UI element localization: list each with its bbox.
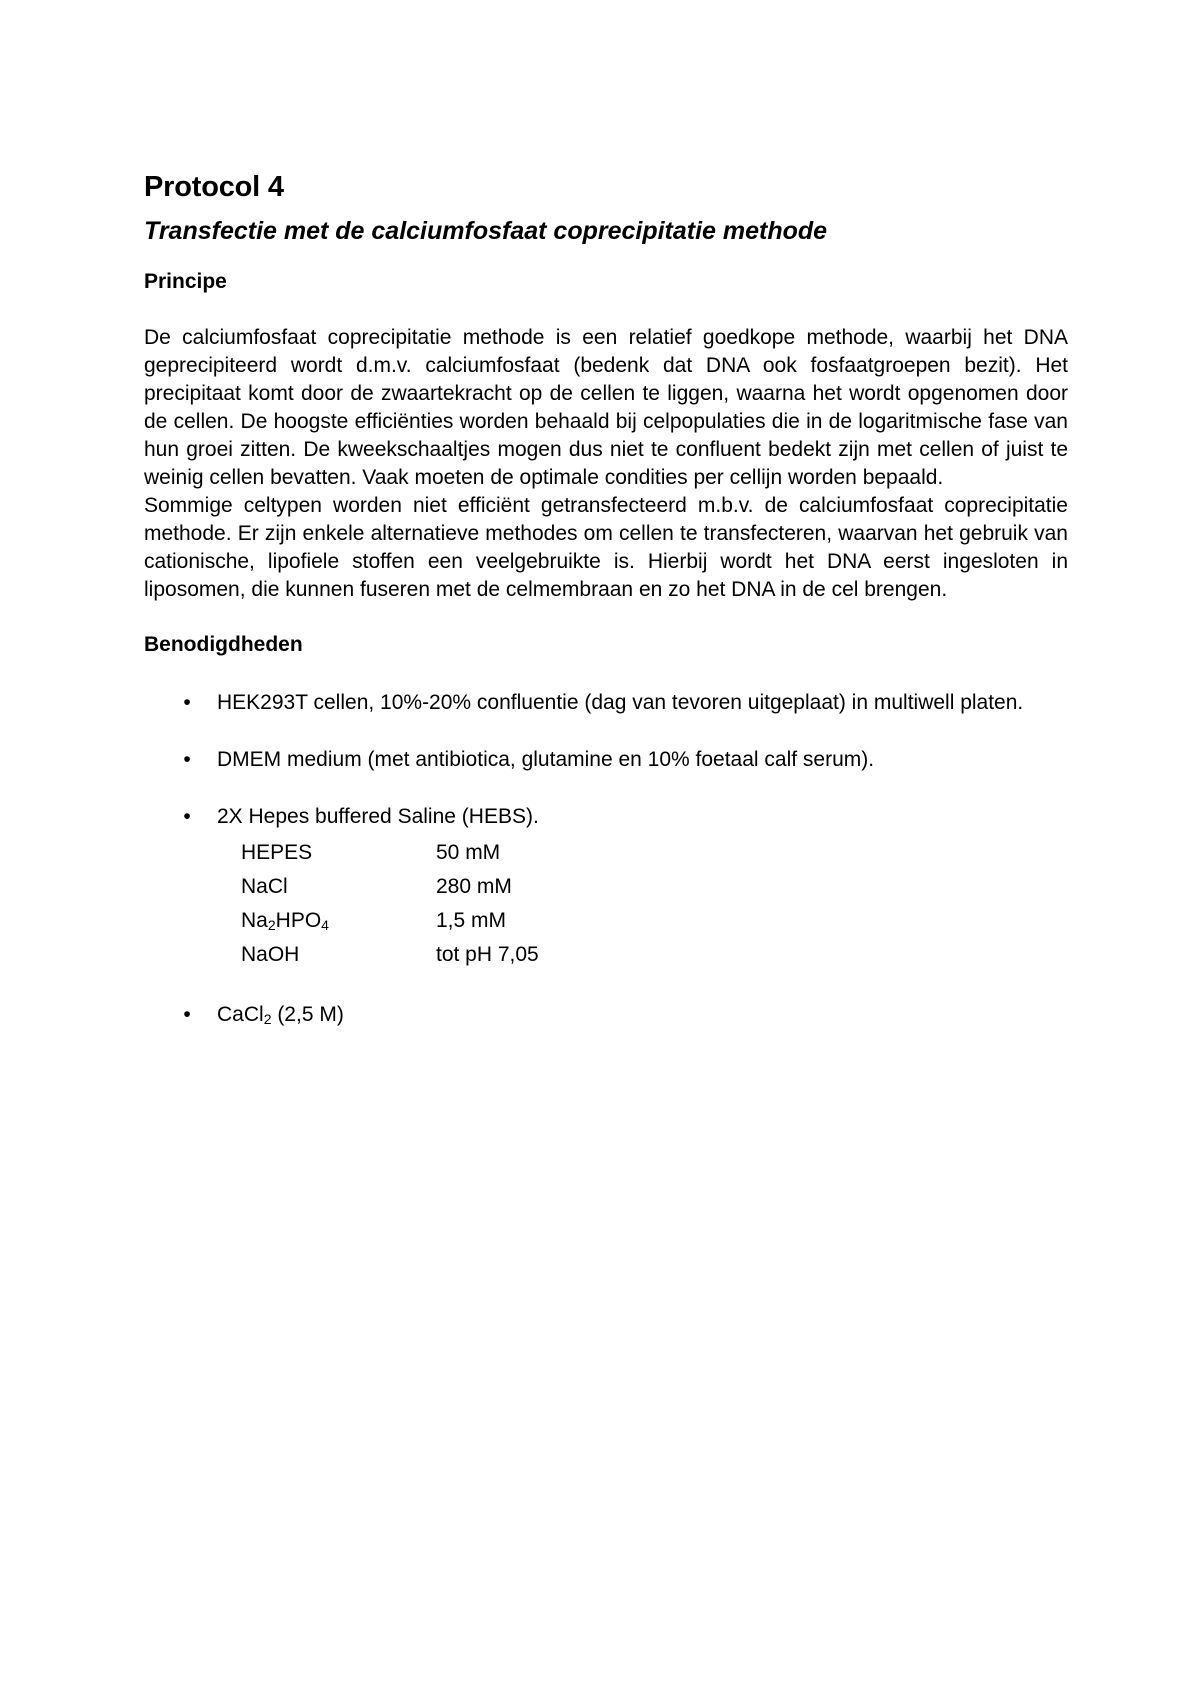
- table-row: [217, 938, 539, 972]
- document-title: Protocol 4: [144, 171, 284, 203]
- formula-part: CaCl: [217, 1003, 264, 1026]
- component-value: 50 mM: [436, 841, 501, 864]
- table-row: [217, 904, 539, 938]
- formula-subscript: 4: [321, 917, 329, 933]
- principe-paragraph-1: De calciumfosfaat coprecipitatie methode is een relatief goedkope methode, waarbij het DNA geprecipiteerd wordt d.m.v. calciumfosfaat (bedenk dat DNA ook fosfaatgroepen bezit). Het precipitaat komt door de zwaartekracht op de cellen te liggen, waarna het wordt opgenomen door de cellen. De hoogste efficiënties worden behaald bij celpopulaties die in de logaritmische fase van hun groei zitten. De kweekschaaltjes mogen dus niet te confluent bedekt zijn met cellen of juist te weinig cellen bevatten. Vaak moeten de optimale condities per cellijn worden bepaald.: [144, 326, 1068, 489]
- component-value: tot pH 7,05: [436, 943, 539, 966]
- benodigdheden-list: [144, 689, 1068, 1029]
- component-name: NaCl: [241, 875, 288, 898]
- component-value: 1,5 mM: [436, 909, 507, 932]
- list-item-text: [217, 1003, 344, 1026]
- table-row: [217, 836, 539, 870]
- list-item-cacl2: [144, 1001, 1068, 1029]
- formula-part: HPO: [275, 909, 322, 932]
- principe-paragraph-2: Sommige celtypen worden niet efficiënt getransfecteerd m.b.v. de calciumfosfaat coprecipitatie methode. Er zijn enkele alternatieve methodes om cellen te transfecteren, waarvan het gebruik van cationische, lipofiele stoffen een veelgebruikte is. Hierbij wordt het DNA eerst ingesloten in liposomen, die kunnen fuseren met de celmembraan en zo het DNA in de cel brengen.: [144, 494, 1068, 601]
- benodigdheden-heading: Benodigdheden: [144, 633, 303, 656]
- formula-part: (2,5 M): [271, 1003, 344, 1026]
- bullet-icon: •: [183, 748, 191, 771]
- formula-subscript: 2: [263, 1011, 272, 1027]
- list-item-text: DMEM medium (met antibiotica, glutamine en 10% foetaal calf serum).: [217, 748, 875, 771]
- bullet-icon: •: [183, 691, 191, 714]
- list-item-medium: [144, 746, 1068, 774]
- component-name: HEPES: [241, 841, 313, 864]
- list-item-text: 2X Hepes buffered Saline (HEBS).: [217, 805, 539, 828]
- formula-subscript: 2: [267, 917, 276, 933]
- component-value: 280 mM: [436, 875, 512, 898]
- principe-heading: Principe: [144, 270, 227, 293]
- table-row: [217, 870, 539, 904]
- component-name: NaOH: [241, 943, 300, 966]
- document-content: [144, 168, 1068, 1058]
- list-item-hebs: [144, 803, 1068, 972]
- formula-part: Na: [241, 909, 268, 932]
- list-item-text: HEK293T cellen, 10%-20% confluentie (dag van tevoren uitgeplaat) in multiwell platen.: [217, 691, 1024, 714]
- bullet-icon: •: [183, 1003, 191, 1026]
- component-name: [217, 904, 436, 938]
- principe-body: [144, 324, 1068, 604]
- bullet-icon: •: [183, 805, 191, 828]
- document-subtitle: Transfectie met de calciumfosfaat coprecipitatie methode: [144, 217, 828, 245]
- list-item-cells: [144, 689, 1068, 717]
- hebs-composition-table: [217, 836, 539, 972]
